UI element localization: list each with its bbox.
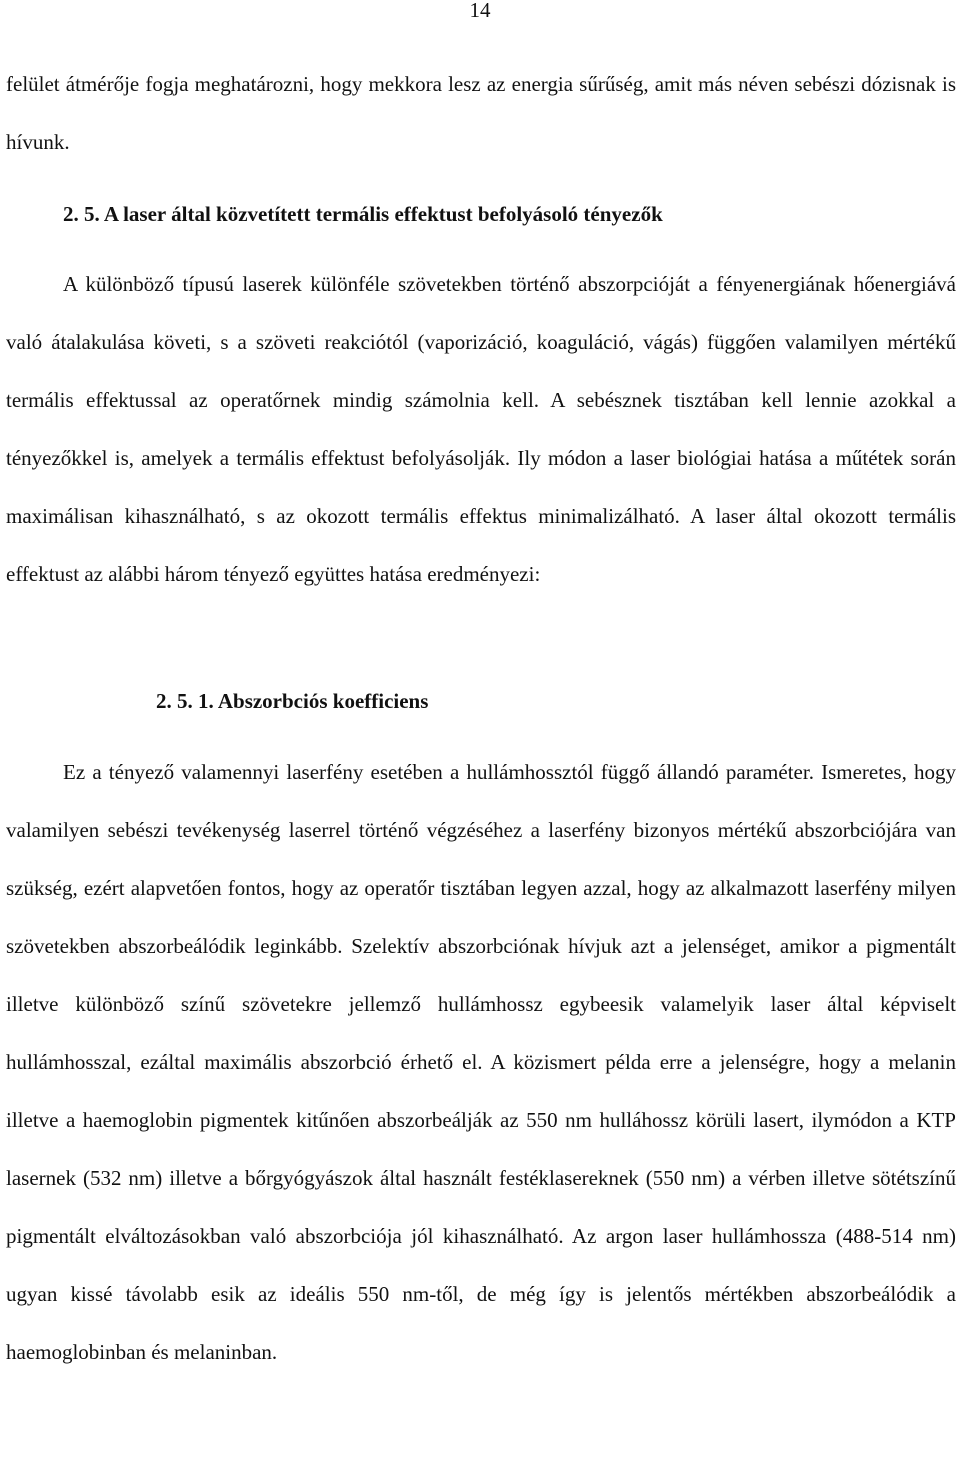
section-2-5-paragraph: A különböző típusú laserek különféle szövetekben történő abszorpcióját a fényenergiának hőenergiává való átalakulása követi, s a szöveti reakciótól (vaporizáció, koaguláció, vágás) függően valamilyen mértékű termális effektussal az operatőrnek mindig számolnia kell. A sebésznek tisztában kell lennie azokkal a tényezőkkel is, amelyek a termális effektust befolyásolják. Ily módon a laser biológiai hatása a műtétek során maximálisan kihasználható, s az okozott termális effektus minimalizálható. A laser által okozott termális effektust az alábbi három tényező együttes hatása eredményezi:	[6, 272, 956, 586]
section-title: A laser által közvetített termális effektust befolyásoló tényezők	[103, 202, 663, 226]
section-heading-2-5	[63, 199, 663, 229]
section-2-5-1-paragraph: Ez a tényező valamennyi laserfény esetében a hullámhossztól függő állandó paraméter. Ismeretes, hogy valamilyen sebészi tevékenység laserrel történő végzéséhez a laserfény bizonyos mértékű abszorbciójára van szükség, ezért alapvetően fontos, hogy az operatőr tisztában legyen azzal, hogy az alkalmazott laserfény milyen szövetekben abszorbeálódik leginkább. Szelektív abszorbciónak hívjuk azt a jelenséget, amikor a pigmentált illetve különböző színű szövetekre jellemző hullámhossz egybeesik valamelyik laser által képviselt hullámhosszal, ezáltal maximális abszorbció érhető el. A közismert példa erre a jelenségre, hogy a melanin illetve a haemoglobin pigmentek kitűnően abszorbeálják az 550 nm hulláhossz körüli lasert, ilymódon a KTP lasernek (532 nm) illetve a bőrgyógyászok által használt festéklasereknek (550 nm) a vérben illetve sötétszínű pigmentált elváltozásokban való abszorbciója jól kihasználható. Az argon laser hullámhossza (488-514 nm) ugyan kissé távolabb esik az ideális 550 nm-től, de még így is jelentős mértékben abszorbeálódik a haemoglobinban és melaninban.	[6, 760, 956, 1364]
subsection-number: 2. 5. 1.	[156, 689, 214, 713]
section-heading-2-5-1	[156, 686, 428, 716]
subsection-title: Abszorbciós koefficiens	[217, 689, 429, 713]
intro-paragraph: felület átmérője fogja meghatározni, hogy mekkora lesz az energia sűrűség, amit más néven sebészi dózisnak is hívunk.	[6, 72, 956, 154]
section-number: 2. 5.	[63, 202, 100, 226]
page-number: 14	[469, 0, 491, 22]
